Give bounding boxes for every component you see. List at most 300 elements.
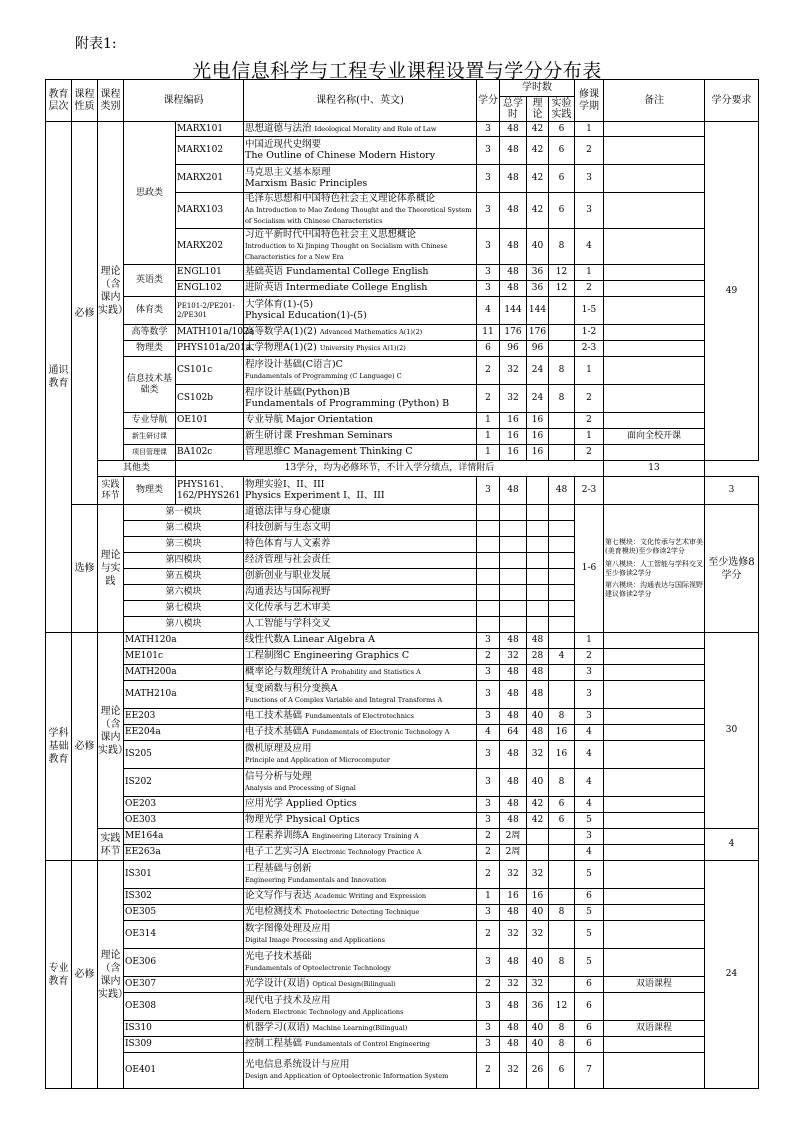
- course-name-en: Intermediate College English: [286, 282, 428, 294]
- theory-hours: 42: [527, 193, 549, 229]
- course-code: IS301: [124, 861, 244, 889]
- total-hours: 144: [500, 297, 527, 325]
- total-hours: 48: [500, 122, 527, 137]
- remark: 双语课程: [604, 977, 705, 993]
- req-xueke-prac: 4: [705, 829, 759, 861]
- table-row: [46, 265, 759, 281]
- remark: [604, 357, 705, 385]
- req-tongshi: 49: [705, 122, 759, 461]
- total-hours: 48: [500, 1021, 527, 1037]
- header-hours: 学时数: [500, 80, 575, 97]
- theory-hours: 24: [527, 385, 549, 413]
- credit: 3: [477, 905, 500, 921]
- theory-hours: 96: [527, 341, 549, 357]
- table-row: [46, 889, 759, 905]
- term: 1-2: [575, 325, 604, 341]
- theory-hours: 40: [527, 949, 549, 977]
- term: 6: [575, 889, 604, 905]
- term: 1-5: [575, 297, 604, 325]
- remark: [604, 993, 705, 1021]
- total-hours: 48: [500, 741, 527, 769]
- lab-hours: 12: [549, 265, 575, 281]
- theory-hours: 16: [527, 889, 549, 905]
- course-name: [244, 977, 477, 993]
- credit: 1: [477, 889, 500, 905]
- credit: 3: [477, 165, 500, 193]
- course-name: [244, 665, 477, 681]
- term: 5: [575, 949, 604, 977]
- header-requirement: 学分要求: [705, 80, 759, 122]
- course-name: [244, 297, 477, 325]
- table-row: [46, 741, 759, 769]
- table-row: [46, 905, 759, 921]
- cat-management: 项目管理课: [124, 445, 176, 461]
- module-name: 特色体育与人文素养: [244, 537, 477, 553]
- course-name-en: Major Orientation: [286, 414, 373, 426]
- theory-hours: 36: [527, 993, 549, 1021]
- req-practice: 3: [705, 477, 759, 505]
- remark: [604, 281, 705, 297]
- table-row: [46, 681, 759, 709]
- course-name-cn: 程序设计基础(Python)B: [245, 386, 350, 398]
- term: 2-3: [575, 341, 604, 357]
- remark: [604, 769, 705, 797]
- remark: [604, 229, 705, 265]
- module-label: 第六模块: [124, 585, 244, 601]
- remark: [604, 845, 705, 861]
- course-name-en: Fundamentals of Electronic Technology A: [311, 728, 450, 737]
- table-row: [46, 949, 759, 977]
- remark: [604, 725, 705, 741]
- total-hours: 48: [500, 665, 527, 681]
- req-xueke: 30: [705, 633, 759, 829]
- course-name: [244, 325, 477, 341]
- term: 1: [575, 265, 604, 281]
- term: 2: [575, 385, 604, 413]
- course-name-en: Fundamentals of Electrotechnics: [305, 712, 414, 721]
- cat-pe: 体育类: [124, 297, 176, 325]
- empty-cell: [527, 553, 549, 569]
- course-name-en: Applied Optics: [286, 798, 357, 810]
- term: 4: [575, 741, 604, 769]
- course-name-en: Marxism Basic Principles: [245, 177, 368, 189]
- module-name: 科技创新与生态文明: [244, 521, 477, 537]
- remark: [604, 797, 705, 813]
- course-name-cn: 电工技术基础: [245, 710, 303, 722]
- lab-hours: 16: [549, 741, 575, 769]
- course-name-cn: 数字图像处理及应用: [245, 922, 331, 934]
- empty-cell: [527, 505, 549, 521]
- remark: [604, 813, 705, 829]
- table-row: [46, 649, 759, 665]
- module-name: 文化传承与艺术审美: [244, 601, 477, 617]
- credit: 4: [477, 297, 500, 325]
- term: 6: [575, 993, 604, 1021]
- theory-hours: 32: [527, 741, 549, 769]
- course-name-en: Optical Design(Bilingual): [312, 980, 396, 989]
- credit: 2: [477, 861, 500, 889]
- course-name-en: Design and Application of Optoelectronic Information System: [245, 1071, 449, 1080]
- table-row: [46, 977, 759, 993]
- table-row: [46, 429, 759, 445]
- theory-hours: 24: [527, 357, 549, 385]
- theory-hours: 48: [527, 725, 549, 741]
- theory-hours: 42: [527, 122, 549, 137]
- header-code: 课程编码: [124, 80, 244, 122]
- lab-hours: [549, 977, 575, 993]
- empty-cell: [527, 585, 549, 601]
- course-name: [244, 229, 477, 265]
- course-name-cn: 信号分析与处理: [245, 770, 312, 782]
- total-hours: 32: [500, 357, 527, 385]
- course-code: OE314: [124, 921, 244, 949]
- cat-physics-lab: 物理类: [124, 477, 176, 505]
- course-name: [244, 281, 477, 297]
- course-code: MARX102: [176, 137, 244, 165]
- course-name: [244, 921, 477, 949]
- credit: 3: [477, 993, 500, 1021]
- table-row: [46, 357, 759, 385]
- lab-hours: 8: [549, 905, 575, 921]
- course-name-cn: 微机原理及应用: [245, 742, 312, 754]
- header-credit: 学分: [477, 80, 500, 122]
- course-name: [244, 993, 477, 1021]
- type-lilun-shijian: 理论与实践: [98, 505, 124, 633]
- type-shijian-xueke: 实践环节: [98, 829, 124, 861]
- term: 1: [575, 429, 604, 445]
- course-name: [244, 889, 477, 905]
- course-name: [244, 797, 477, 813]
- elective-term: 1-6: [575, 505, 604, 633]
- level-zhuanye: 专业教育: [46, 861, 72, 1089]
- course-code: PHYS101a/201a: [176, 341, 244, 357]
- course-name: [244, 861, 477, 889]
- module-name: 创新创业与职业发展: [244, 569, 477, 585]
- course-name: [244, 445, 477, 461]
- cat-it: 信息技术基础类: [124, 357, 176, 413]
- course-name: [244, 429, 477, 445]
- table-row: [46, 413, 759, 429]
- theory-hours: 40: [527, 1021, 549, 1037]
- total-hours: 48: [500, 633, 527, 649]
- course-name-cn: 机器学习(双语): [245, 1022, 310, 1034]
- credit: 3: [477, 741, 500, 769]
- term: 5: [575, 813, 604, 829]
- course-code: MATH120a: [124, 633, 244, 649]
- theory-hours: 144: [527, 297, 549, 325]
- credit: 1: [477, 429, 500, 445]
- total-hours: 48: [500, 265, 527, 281]
- lab-hours: 16: [549, 725, 575, 741]
- course-name: [244, 905, 477, 921]
- term: 6: [575, 1021, 604, 1037]
- nature-bixiu-xueke: 必修: [72, 633, 98, 861]
- req-other: 13: [604, 461, 705, 477]
- empty-cell: [549, 553, 575, 569]
- header-category: 课程类别: [98, 80, 124, 122]
- lab-hours: 12: [549, 993, 575, 1021]
- lab-hours: 6: [549, 813, 575, 829]
- lab-hours: 48: [549, 477, 575, 505]
- module-label: 第二模块: [124, 521, 244, 537]
- course-code: IS310: [124, 1021, 244, 1037]
- course-name: [244, 341, 477, 357]
- course-name: [244, 413, 477, 429]
- credit: 2: [477, 921, 500, 949]
- req-zhuanye: 24: [705, 861, 759, 1089]
- theory-hours: 28: [527, 649, 549, 665]
- empty-cell: [477, 585, 500, 601]
- course-table: [45, 79, 759, 1089]
- course-name: [244, 681, 477, 709]
- course-name-en: Advanced Mathematics A(1)(2): [319, 328, 423, 337]
- credit: 1: [477, 445, 500, 461]
- course-name: [244, 845, 477, 861]
- term: 3: [575, 709, 604, 725]
- course-name: [244, 193, 477, 229]
- course-name: [244, 265, 477, 281]
- table-row: [46, 633, 759, 649]
- table-row: [46, 769, 759, 797]
- empty-cell: [477, 553, 500, 569]
- credit: 3: [477, 797, 500, 813]
- credit: 3: [477, 193, 500, 229]
- table-row: [46, 325, 759, 341]
- empty-cell: [477, 601, 500, 617]
- other-desc: 13学分，均为必修环节，不计入学分绩点，详情附后: [176, 461, 604, 477]
- course-name-cn: 控制工程基础: [245, 1038, 303, 1050]
- course-name-en: Introduction to Xi Jinping Thought on Socialism with Chinese Characteristics for a New Era: [245, 242, 448, 261]
- course-name-cn: 电子工艺实习A: [245, 846, 309, 858]
- course-name-en: Machine Learning(Bilingual): [312, 1024, 408, 1033]
- cat-other: 其他类: [98, 461, 176, 477]
- term: 4: [575, 845, 604, 861]
- table-row: [46, 993, 759, 1021]
- total-hours: 32: [500, 861, 527, 889]
- type-lilun: 理论（含课内实践）: [98, 122, 124, 461]
- course-name-cn: 专业导航: [245, 414, 284, 426]
- course-code: IS302: [124, 889, 244, 905]
- remark: [604, 325, 705, 341]
- theory-hours: 48: [527, 681, 549, 709]
- total-hours: 16: [500, 445, 527, 461]
- course-name: [244, 1037, 477, 1053]
- lab-hours: 8: [549, 949, 575, 977]
- empty-cell: [527, 601, 549, 617]
- total-hours: 48: [500, 797, 527, 813]
- total-hours: 48: [500, 193, 527, 229]
- course-name-cn: 物理实验I、II、III: [245, 478, 325, 490]
- total-hours: 176: [500, 325, 527, 341]
- total-hours: 48: [500, 769, 527, 797]
- course-code: EE204a: [124, 725, 244, 741]
- remark: [604, 681, 705, 709]
- theory-hours: 32: [527, 921, 549, 949]
- total-hours: 16: [500, 413, 527, 429]
- table-row: [46, 1037, 759, 1053]
- course-name: [244, 813, 477, 829]
- term: 1: [575, 357, 604, 385]
- remark: [604, 265, 705, 281]
- header-theory: 理论: [527, 97, 549, 122]
- type-lilun-xueke: 理论（含课内实践）: [98, 633, 124, 829]
- empty-cell: [477, 617, 500, 633]
- course-name-cn: 大学体育(1)-(5): [245, 298, 314, 310]
- empty-cell: [527, 569, 549, 585]
- credit: 4: [477, 725, 500, 741]
- course-name: [244, 633, 477, 649]
- total-hours: 48: [500, 1037, 527, 1053]
- course-name-cn: 应用光学: [245, 798, 284, 810]
- remark: [604, 297, 705, 325]
- empty-cell: [549, 585, 575, 601]
- credit: 3: [477, 681, 500, 709]
- remark: [604, 665, 705, 681]
- course-name-cn: 工程制图C: [245, 650, 291, 662]
- cat-physics: 物理类: [124, 341, 176, 357]
- lab-hours: [549, 633, 575, 649]
- course-code: EE263a: [124, 845, 244, 861]
- module-label: 第三模块: [124, 537, 244, 553]
- course-name-cn: 基础英语: [245, 266, 284, 278]
- credit: 3: [477, 229, 500, 265]
- credit: 3: [477, 1037, 500, 1053]
- course-name-cn: 光电子技术基础: [245, 950, 312, 962]
- credit: 2: [477, 1053, 500, 1089]
- credit: 2: [477, 845, 500, 861]
- remark: [604, 445, 705, 461]
- course-name: [244, 357, 477, 385]
- header-name: 课程名称(中、英文): [244, 80, 477, 122]
- term: 2: [575, 649, 604, 665]
- credit: 6: [477, 341, 500, 357]
- table-row: [46, 921, 759, 949]
- theory-hours: 42: [527, 813, 549, 829]
- header-lab: 实验实践: [549, 97, 575, 122]
- theory-hours: 16: [527, 429, 549, 445]
- lab-hours: 8: [549, 357, 575, 385]
- course-name-cn: 工程素养训练A: [245, 830, 309, 842]
- course-code: IS205: [124, 741, 244, 769]
- credit: 3: [477, 122, 500, 137]
- course-name-en: Fundamentals of Optoelectronic Technology: [245, 963, 391, 972]
- course-name-en: Engineering Graphics C: [293, 650, 410, 662]
- empty-cell: [477, 537, 500, 553]
- total-hours: 2周: [500, 845, 527, 861]
- remark: [604, 921, 705, 949]
- course-name-en: Linear Algebra A: [292, 634, 375, 646]
- total-hours: 32: [500, 385, 527, 413]
- table-row: [46, 829, 759, 845]
- term: 3: [575, 681, 604, 709]
- theory-hours: 32: [527, 977, 549, 993]
- module-name: 人工智能与学科交叉: [244, 617, 477, 633]
- remark: [604, 122, 705, 137]
- empty-cell: [500, 537, 527, 553]
- remark: [604, 477, 705, 505]
- elective-note-line: 第六模块：沟通表达与国际视野建议修读2学分: [605, 581, 703, 598]
- cat-sizheng: 思政类: [124, 122, 176, 265]
- course-name-cn: 新生研讨课: [245, 430, 293, 442]
- course-name-cn: 大学物理A(1)(2): [245, 342, 317, 354]
- total-hours: 48: [500, 949, 527, 977]
- theory-hours: 176: [527, 325, 549, 341]
- credit: 2: [477, 649, 500, 665]
- lab-hours: [549, 341, 575, 357]
- type-shijian: 实践环节: [98, 477, 124, 505]
- remark: 面向全校开课: [604, 429, 705, 445]
- lab-hours: 8: [549, 1037, 575, 1053]
- course-name-en: Fundamentals of Control Engineering: [305, 1040, 430, 1049]
- course-name-en: Photoelectric Detecting Technique: [305, 908, 420, 917]
- theory-hours: 16: [527, 413, 549, 429]
- term: 2: [575, 137, 604, 165]
- course-code: MARX101: [176, 122, 244, 137]
- course-code: MATH210a: [124, 681, 244, 709]
- table-row: [46, 797, 759, 813]
- course-name-cn: 概率论与数理统计A: [245, 666, 328, 678]
- cat-orientation: 专业导航: [124, 413, 176, 429]
- remark: [604, 709, 705, 725]
- table-row: [46, 845, 759, 861]
- course-name: [244, 165, 477, 193]
- total-hours: 48: [500, 137, 527, 165]
- course-name-en: Fundamental College English: [286, 266, 429, 278]
- course-name-cn: 物理光学: [245, 814, 284, 826]
- theory-hours: [527, 477, 549, 505]
- course-name-en: Functions of A Complex Variable and Integral Transforms A: [245, 695, 443, 704]
- term: 1: [575, 633, 604, 649]
- nature-bixiu-zhuanye: 必修: [72, 861, 98, 1089]
- type-lilun-zhuanye: 理论（含课内实践）: [98, 861, 124, 1089]
- term: 2-3: [575, 477, 604, 505]
- remark: [604, 165, 705, 193]
- term: 2: [575, 281, 604, 297]
- course-name-en: The Outline of Chinese Modern History: [245, 149, 436, 161]
- remark: [604, 385, 705, 413]
- term: 5: [575, 905, 604, 921]
- empty-cell: [549, 601, 575, 617]
- lab-hours: 12: [549, 281, 575, 297]
- course-code: OE306: [124, 949, 244, 977]
- remark: [604, 1053, 705, 1089]
- course-name: [244, 725, 477, 741]
- lab-hours: 6: [549, 165, 575, 193]
- total-hours: 32: [500, 921, 527, 949]
- course-name-en: Modern Electronic Technology and Applications: [245, 1007, 404, 1016]
- course-name-cn: 线性代数A: [245, 634, 290, 646]
- credit: 3: [477, 709, 500, 725]
- theory-hours: 42: [527, 165, 549, 193]
- remark: [604, 861, 705, 889]
- total-hours: 48: [500, 709, 527, 725]
- credit: 3: [477, 813, 500, 829]
- course-code: OE303: [124, 813, 244, 829]
- theory-hours: 40: [527, 905, 549, 921]
- theory-hours: 40: [527, 1037, 549, 1053]
- empty-cell: [527, 521, 549, 537]
- lab-hours: [549, 445, 575, 461]
- course-name: [244, 1053, 477, 1089]
- header-nature: 课程性质: [72, 80, 98, 122]
- course-code: CS101c: [176, 357, 244, 385]
- course-name-cn: 论文写作与表达: [245, 890, 312, 902]
- total-hours: 48: [500, 477, 527, 505]
- course-name-cn: 习近平新时代中国特色社会主义思想概论: [245, 229, 417, 241]
- term: 3: [575, 193, 604, 229]
- header-term: 修课学期: [575, 80, 604, 122]
- theory-hours: 26: [527, 1053, 549, 1089]
